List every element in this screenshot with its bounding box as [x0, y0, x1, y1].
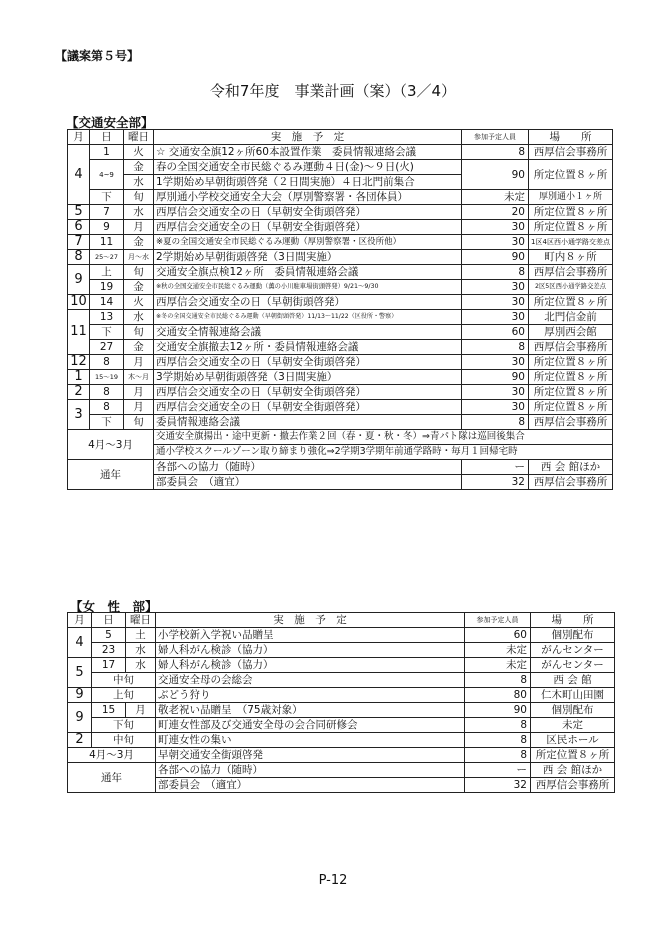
- count-cell: 8: [465, 748, 531, 763]
- count-cell: 30: [462, 400, 529, 415]
- count-cell: 8: [462, 340, 529, 355]
- dow-cell: 月: [124, 355, 154, 370]
- dow-cell: 月: [124, 400, 154, 415]
- place-cell: 西厚信会事務所: [529, 340, 613, 355]
- day-dow-cell: 下旬: [92, 718, 156, 733]
- place-cell: 所定位置８ヶ所: [531, 748, 615, 763]
- place-cell: がんセンター: [531, 643, 615, 658]
- day-dow-cell: 中旬: [92, 733, 156, 748]
- place-cell: 所定位置８ヶ所: [529, 370, 613, 385]
- day-cell: 7: [90, 205, 124, 220]
- month-cell: 4: [68, 628, 92, 658]
- plan-cell: 西厚信会交通安全の日（早朝安全街頭啓発）: [154, 385, 462, 400]
- table-row: [68, 400, 613, 415]
- plan-cell: 3学期始め早朝街頭啓発（3日間実施）: [154, 370, 462, 385]
- day-cell: 19: [90, 280, 124, 295]
- header-dow: 曜日: [126, 613, 156, 628]
- place-cell: 西厚信会事務所: [529, 475, 613, 490]
- page-title: 令和7年度 事業計画（案）（3／4）: [209, 82, 457, 100]
- dow-cell: 火: [124, 145, 154, 160]
- day-cell: 下: [90, 190, 124, 205]
- period-line: 通小学校スクールゾーン取り締まり強化⇒2学期3学期年前通学路時・毎月１回帰宅時: [154, 445, 613, 460]
- day-cell: 1: [90, 145, 124, 160]
- plan-cell: ※夏の全国交通安全市民総ぐるみ運動（厚別警察署・区役所他）: [154, 235, 462, 250]
- table-row: [68, 415, 613, 430]
- month-cell: 5: [68, 205, 90, 220]
- count-cell: 未定: [462, 190, 529, 205]
- day-cell: 5: [92, 628, 126, 643]
- day-cell: 8: [90, 355, 124, 370]
- table-row: [68, 733, 615, 748]
- plan-cell: 1学期始め早朝街頭啓発（２日間実施）４日北門前集合: [154, 175, 462, 190]
- table-row: [68, 355, 613, 370]
- dow-cell: 水: [124, 205, 154, 220]
- plan-cell: 婦人科がん検診（協力）: [156, 658, 465, 673]
- month-cell: 8: [68, 250, 90, 265]
- place-cell: 所定位置８ヶ所: [529, 400, 613, 415]
- plan-cell: 町連女性の集い: [156, 733, 465, 748]
- count-cell: 30: [462, 220, 529, 235]
- table-row: [68, 748, 615, 763]
- count-cell: 20: [462, 205, 529, 220]
- plan-cell: 敬老祝い品贈呈 （75歳対象）: [156, 703, 465, 718]
- dow-cell: 月: [126, 703, 156, 718]
- header-day: 日: [92, 613, 126, 628]
- day-cell: 14: [90, 295, 124, 310]
- header-plan: 実 施 予 定: [154, 130, 462, 145]
- plan-cell: 各部への協力（随時）: [156, 763, 465, 778]
- day-dow-cell: 上旬: [92, 688, 156, 703]
- plan-cell: 早朝交通安全街頭啓発: [156, 748, 465, 763]
- period-label: 4月～3月: [68, 748, 156, 763]
- day-cell: 下: [90, 415, 124, 430]
- count-cell: 8: [462, 145, 529, 160]
- place-cell: 西厚信会事務所: [529, 145, 613, 160]
- place-cell: 所定位置８ヶ所: [529, 205, 613, 220]
- place-cell: 西 会 館ほか: [531, 763, 615, 778]
- table-row: [68, 205, 613, 220]
- place-cell: 所定位置８ヶ所: [529, 385, 613, 400]
- month-cell: 9: [68, 688, 92, 703]
- place-cell: がんセンター: [531, 658, 615, 673]
- plan-cell: 小学校新入学祝い品贈呈: [156, 628, 465, 643]
- dow-cell: 旬: [124, 265, 154, 280]
- table-row: [68, 718, 615, 733]
- count-cell: 未定: [465, 658, 531, 673]
- plan-cell: 西厚信会交通安全の日（早朝安全街頭啓発）: [154, 220, 462, 235]
- place-cell: 西 会 館ほか: [529, 460, 613, 475]
- place-cell: 個別配布: [531, 628, 615, 643]
- count-cell: 30: [462, 310, 529, 325]
- count-cell: 8: [465, 718, 531, 733]
- table-row: [68, 430, 613, 445]
- table-row: [68, 220, 613, 235]
- dow-cell: 水: [126, 643, 156, 658]
- place-cell: 2区5区西小通学路交差点: [529, 280, 613, 295]
- plan-cell: 2学期始め早朝街頭啓発（3日間実施）: [154, 250, 462, 265]
- count-cell: 30: [462, 235, 529, 250]
- dow-cell: 旬: [124, 325, 154, 340]
- place-cell: 厚別通小１ヶ所: [529, 190, 613, 205]
- header-place: 場 所: [529, 130, 613, 145]
- place-cell: 北門信金前: [529, 310, 613, 325]
- dow-cell: 金: [124, 340, 154, 355]
- dow-cell: 土: [126, 628, 156, 643]
- dow-cell: 旬: [124, 190, 154, 205]
- day-cell: 8: [90, 385, 124, 400]
- plan-cell: 西厚信会交通安全の日（早朝安全街頭啓発）: [154, 400, 462, 415]
- table-row: [68, 265, 613, 280]
- plan-cell: 交通安全旗点検12ヶ所 委員情報連絡会議: [154, 265, 462, 280]
- period-line: 交通安全旗揚出・途中更新・撤去作業２回（春・夏・秋・冬）⇒青パト隊は巡回後集合: [154, 430, 613, 445]
- count-cell: 未定: [465, 643, 531, 658]
- plan-cell: ぶどう狩り: [156, 688, 465, 703]
- header-plan: 実 施 予 定: [156, 613, 465, 628]
- place-cell: 区民ホール: [531, 733, 615, 748]
- dow-cell: 水: [126, 658, 156, 673]
- annual-label: 通年: [68, 763, 156, 793]
- month-cell: 1: [68, 370, 90, 385]
- place-cell: 仁木町山田園: [531, 688, 615, 703]
- day-cell: 13: [90, 310, 124, 325]
- place-cell: 所定位置８ヶ所: [529, 295, 613, 310]
- dow-cell: 月: [124, 385, 154, 400]
- month-cell: 2: [68, 385, 90, 400]
- dow-cell: 金: [124, 235, 154, 250]
- plan-cell: 委員情報連絡会議: [154, 415, 462, 430]
- women-schedule-table: [67, 612, 615, 793]
- table-row: [68, 190, 613, 205]
- table-row: [68, 235, 613, 250]
- table-row: [68, 295, 613, 310]
- place-cell: 所定位置８ヶ所: [529, 355, 613, 370]
- header-count: 参加予定人員: [465, 613, 531, 628]
- table-row: [68, 145, 613, 160]
- count-cell: 32: [462, 475, 529, 490]
- month-cell: 2: [68, 733, 92, 748]
- plan-cell: 部委員会 （適宜）: [156, 778, 465, 793]
- table-row: [68, 643, 615, 658]
- place-cell: 所定位置８ヶ所: [529, 160, 613, 190]
- day-cell: 17: [92, 658, 126, 673]
- table-row: [68, 688, 615, 703]
- day-cell: 15: [92, 703, 126, 718]
- table-row: [68, 250, 613, 265]
- place-cell: 1区4区西小通学路交差点: [529, 235, 613, 250]
- annual-label: 通年: [68, 460, 154, 490]
- dow-cell: 月～水: [124, 250, 154, 265]
- count-cell: 8: [465, 673, 531, 688]
- month-cell: 7: [68, 235, 90, 250]
- table-row: [68, 658, 615, 673]
- month-cell: 11: [68, 310, 90, 355]
- plan-cell: 町連女性部及び交通安全母の会合同研修会: [156, 718, 465, 733]
- plan-cell: ※秋の全国交通安全市民総ぐるみ運動（薫の小川駐車場街頭啓発）9/21～9/30: [154, 280, 462, 295]
- table-row: [68, 763, 615, 778]
- dow-cell: 木～月: [124, 370, 154, 385]
- count-cell: 30: [462, 280, 529, 295]
- plan-cell: 春の全国交通安全市民総ぐるみ運動４日(金)～９日(火): [154, 160, 462, 175]
- header-dow: 曜日: [124, 130, 154, 145]
- day-cell: 23: [92, 643, 126, 658]
- plan-cell: 交通安全情報連絡会議: [154, 325, 462, 340]
- place-cell: 町内８ヶ所: [529, 250, 613, 265]
- header-count: 参加予定人員: [462, 130, 529, 145]
- table-row: [68, 310, 613, 325]
- month-cell: 4: [68, 145, 90, 205]
- plan-cell: 交通安全旗撤去12ヶ所・委員情報連絡会議: [154, 340, 462, 355]
- page-number: P-12: [318, 873, 348, 888]
- month-cell: 5: [68, 658, 92, 688]
- month-cell: 12: [68, 355, 90, 370]
- table-row: [68, 160, 613, 175]
- plan-cell: 厚別通小学校交通安全大会（厚別警察署・各団体員）: [154, 190, 462, 205]
- place-cell: 西厚信会事務所: [529, 265, 613, 280]
- count-cell: 80: [465, 688, 531, 703]
- header-place: 場 所: [531, 613, 615, 628]
- place-cell: 西厚信会事務所: [531, 778, 615, 793]
- plan-cell: 西厚信会交通安全の日（早朝街頭啓発）: [154, 295, 462, 310]
- count-cell: 90: [465, 703, 531, 718]
- traffic-schedule-table: [67, 129, 613, 490]
- day-cell: 下: [90, 325, 124, 340]
- table-row: [68, 370, 613, 385]
- table-row: [68, 280, 613, 295]
- table-header-row: [68, 613, 615, 628]
- women-section-title: 【女 性 部】: [70, 599, 158, 614]
- day-cell: 8: [90, 400, 124, 415]
- count-cell: 8: [465, 733, 531, 748]
- day-dow-cell: 中旬: [92, 673, 156, 688]
- plan-cell: ☆ 交通安全旗12ヶ所60本設置作業 委員情報連絡会議: [154, 145, 462, 160]
- place-cell: 西 会 館: [531, 673, 615, 688]
- plan-cell: 各部への協力（随時）: [154, 460, 462, 475]
- count-cell: 30: [462, 355, 529, 370]
- header-month: 月: [68, 613, 92, 628]
- dow-cell: 金: [124, 160, 154, 175]
- month-cell: 9: [68, 703, 92, 733]
- day-cell: 9: [90, 220, 124, 235]
- place-cell: 西厚信会事務所: [529, 415, 613, 430]
- table-row: [68, 325, 613, 340]
- count-cell: 8: [462, 265, 529, 280]
- table-row: [68, 460, 613, 475]
- count-cell: 90: [462, 370, 529, 385]
- plan-cell: 部委員会 （適宜）: [154, 475, 462, 490]
- dow-cell: 火: [124, 295, 154, 310]
- plan-cell: 西厚信会交通安全の日（早朝安全街頭啓発）: [154, 355, 462, 370]
- month-cell: 10: [68, 295, 90, 310]
- dow-cell: 水: [124, 175, 154, 190]
- table-row: [68, 385, 613, 400]
- month-cell: 6: [68, 220, 90, 235]
- table-row: [68, 673, 615, 688]
- count-cell: 32: [465, 778, 531, 793]
- dow-cell: 月: [124, 220, 154, 235]
- count-cell: ー: [465, 763, 531, 778]
- table-row: [68, 340, 613, 355]
- period-label: 4月～3月: [68, 430, 154, 460]
- month-cell: 3: [68, 400, 90, 430]
- month-cell: 9: [68, 265, 90, 295]
- plan-cell: ※冬の全国交通安全市民総ぐるみ運動（早朝街頭啓発）11/13～11/22（区役所・警察）: [154, 310, 462, 325]
- day-cell: 4~9: [90, 160, 124, 190]
- table-header-row: [68, 130, 613, 145]
- agenda-label: 【議案第５号】: [55, 49, 140, 63]
- day-cell: 上: [90, 265, 124, 280]
- count-cell: 60: [465, 628, 531, 643]
- place-cell: 未定: [531, 718, 615, 733]
- plan-cell: 西厚信会交通安全の日（早朝安全街頭啓発）: [154, 205, 462, 220]
- count-cell: 30: [462, 295, 529, 310]
- day-cell: 25～27: [90, 250, 124, 265]
- count-cell: 8: [462, 415, 529, 430]
- day-cell: 11: [90, 235, 124, 250]
- traffic-section-title: 【交通安全部】: [66, 115, 154, 130]
- day-cell: 15～19: [90, 370, 124, 385]
- header-month: 月: [68, 130, 90, 145]
- dow-cell: 金: [124, 280, 154, 295]
- count-cell: 90: [462, 250, 529, 265]
- place-cell: 厚別西会館: [529, 325, 613, 340]
- count-cell: 60: [462, 325, 529, 340]
- dow-cell: 旬: [124, 415, 154, 430]
- table-row: [68, 628, 615, 643]
- place-cell: 所定位置８ヶ所: [529, 220, 613, 235]
- count-cell: ー: [462, 460, 529, 475]
- table-row: [68, 703, 615, 718]
- place-cell: 個別配布: [531, 703, 615, 718]
- count-cell: 30: [462, 385, 529, 400]
- day-cell: 27: [90, 340, 124, 355]
- plan-cell: 婦人科がん検診（協力）: [156, 643, 465, 658]
- dow-cell: 水: [124, 310, 154, 325]
- plan-cell: 交通安全母の会総会: [156, 673, 465, 688]
- count-cell: 90: [462, 160, 529, 190]
- header-day: 日: [90, 130, 124, 145]
